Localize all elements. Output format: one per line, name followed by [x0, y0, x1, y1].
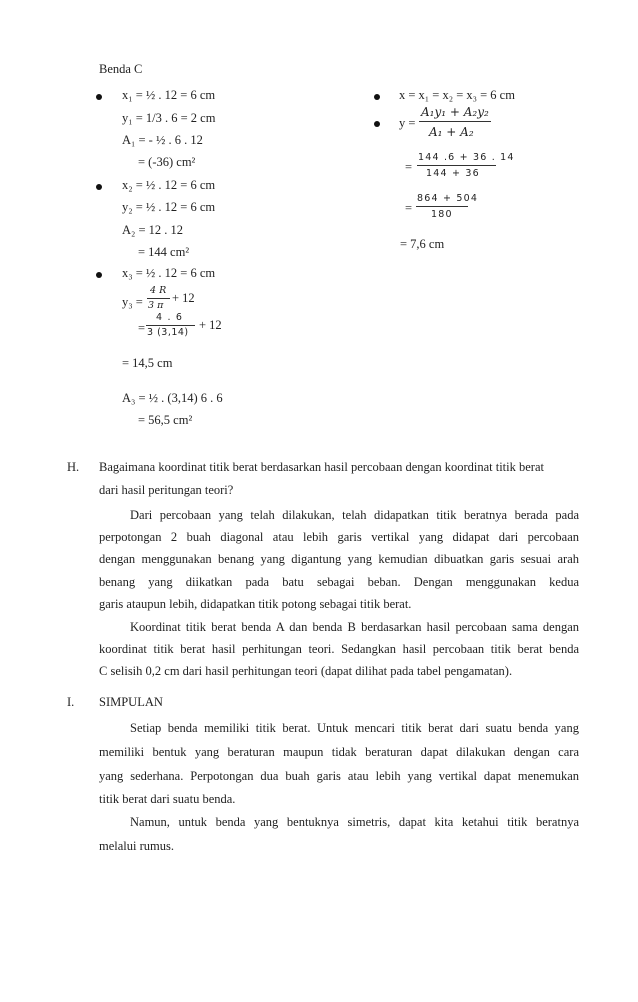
paragraph-line: benang yang diikatkan pada batu sebagai beban. Dengan menggunakan kedua	[99, 575, 579, 589]
formula-step1-numerator: 144 .6 + 36 . 14	[418, 152, 515, 163]
paragraph-line: C selisih 0,2 cm dari hasil perhitungan teori (dapat dilihat pada tabel pengamatan).	[99, 664, 513, 678]
paragraph-line: melalui rumus.	[99, 839, 174, 853]
section-label-i: I.	[67, 695, 75, 709]
section-title-benda-c: Benda C	[99, 62, 143, 76]
formula-y-result: = 7,6 cm	[400, 237, 445, 251]
paragraph-line: yang sederhana. Perpotongan dua buah garis atau lebih yang vertikal dapat menemukan	[99, 769, 579, 783]
paragraph-line: dengan menggunakan benang yang digantung yang kemudian dibuatkan garis sesuai arah	[99, 552, 579, 566]
fraction-bar	[419, 121, 491, 122]
formula-a1-result: = (-36) cm²	[138, 155, 196, 169]
formula-step2-numerator: 864 + 504	[417, 193, 479, 204]
formula-x1: x₁ = ½ . 12 = 6 cm	[122, 88, 216, 102]
fraction-bar	[416, 206, 468, 207]
section-title-simpulan: SIMPULAN	[99, 695, 163, 709]
formula-a3: A₃ = ½ . (3,14) 6 . 6	[122, 391, 223, 405]
section-label-h: H.	[67, 460, 80, 474]
question-line: dari hasil peritungan teori?	[99, 483, 234, 497]
formula-y3b-numerator: 4 . 6	[156, 312, 184, 323]
formula-step1-prefix: =	[405, 160, 413, 174]
paragraph-line: Dari percobaan yang telah dilakukan, telah didapatkan titik beratnya berada pada	[130, 508, 579, 522]
formula-y-numerator: A₁y₁ + A₂y₂	[421, 105, 489, 119]
paragraph-line: garis ataupun lebih, didapatkan titik potong sebagai titik berat.	[99, 597, 412, 611]
formula-x2: x₂ = ½ . 12 = 6 cm	[122, 178, 216, 192]
formula-y-denominator: A₁ + A₂	[429, 125, 474, 139]
formula-x-combined: x = x₁ = x₂ = x₃ = 6 cm	[399, 88, 515, 102]
bullet-icon	[96, 94, 102, 100]
formula-y3-result: = 14,5 cm	[122, 356, 173, 370]
formula-y3-numerator: 4 R	[150, 285, 167, 296]
formula-a2-result: = 144 cm²	[138, 245, 190, 259]
bullet-icon	[96, 272, 102, 278]
fraction-bar	[417, 165, 496, 166]
formula-a3-result: = 56,5 cm²	[138, 413, 193, 427]
formula-y3b-prefix: =	[138, 321, 146, 335]
paragraph-line: perpotongan 2 buah diagonal atau lebih garis vertikal yang didapat dari percobaan	[99, 530, 579, 544]
formula-y1: y₁ = 1/3 . 6 = 2 cm	[122, 111, 216, 125]
formula-a2: A₂ = 12 . 12	[122, 223, 184, 237]
paragraph-line: memiliki bentuk yang beraturan maupun tidak beraturan dapat dilakukan dengan cara	[99, 745, 579, 759]
formula-a1: A₁ = - ½ . 6 . 12	[122, 133, 203, 147]
bullet-icon	[374, 94, 380, 100]
formula-y3-denominator: 3 π	[148, 300, 164, 311]
bullet-icon	[96, 184, 102, 190]
question-line: Bagaimana koordinat titik berat berdasarkan hasil percobaan dengan koordinat titik berat	[99, 460, 544, 474]
formula-x3: x₃ = ½ . 12 = 6 cm	[122, 266, 216, 280]
paragraph-line: Namun, untuk benda yang bentuknya simetris, dapat kita ketahui titik beratnya	[130, 815, 579, 829]
formula-y3b-suffix: + 12	[199, 318, 222, 332]
formula-step1-denominator: 144 + 36	[426, 168, 480, 179]
formula-y2: y₂ = ½ . 12 = 6 cm	[122, 200, 216, 214]
formula-y3b-denominator: 3 (3,14)	[147, 327, 189, 338]
formula-y3-suffix: + 12	[172, 291, 195, 305]
formula-step2-denominator: 180	[431, 209, 453, 220]
bullet-icon	[374, 121, 380, 127]
formula-y3-prefix: y₃ =	[122, 295, 143, 309]
fraction-bar	[146, 325, 195, 326]
paragraph-line: Setiap benda memiliki titik berat. Untuk mencari titik berat dari suatu benda yang	[130, 721, 579, 735]
formula-y-prefix: y =	[399, 116, 416, 130]
fraction-bar	[147, 298, 170, 299]
paragraph-line: Koordinat titik berat benda A dan benda B berdasarkan hasil percobaan sama dengan	[130, 620, 579, 634]
paragraph-line: koordinat titik berat hasil perhitungan teori. Sedangkan hasil percobaan titik berat benda	[99, 642, 579, 656]
formula-step2-prefix: =	[405, 201, 413, 215]
paragraph-line: titik berat dari suatu benda.	[99, 792, 236, 806]
